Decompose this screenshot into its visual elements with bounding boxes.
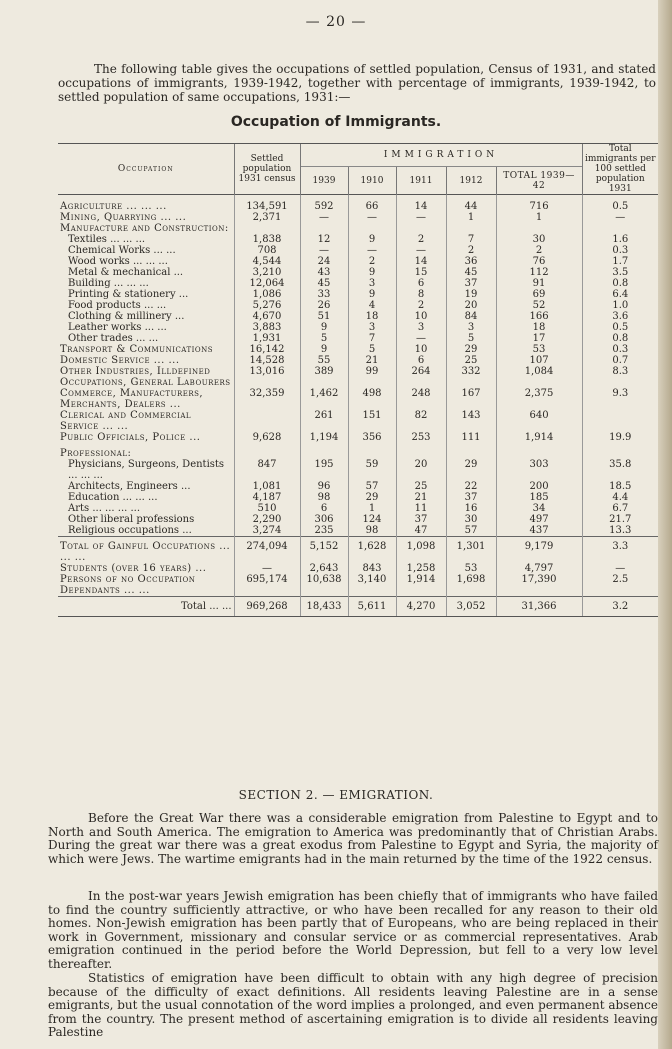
row-occupation-label: Other Industries, Illdefined Occupations, General Labourers [60, 366, 231, 388]
cell-y1940: 21 [348, 355, 396, 366]
cell-y1942 [446, 223, 496, 234]
cell-y1939 [300, 223, 348, 234]
cell-total: 53 [496, 344, 582, 355]
cell-total: 437 [496, 525, 582, 537]
table-row [58, 267, 658, 278]
table-row [58, 459, 658, 481]
cell-y1942 [446, 443, 496, 459]
cell-pct: 2.5 [582, 574, 658, 597]
table-row [58, 245, 658, 256]
cell-y1941: 20 [396, 459, 446, 481]
cell-y1941: 14 [396, 256, 446, 267]
cell-total: 9,179 [496, 537, 582, 564]
cell-total: 716 [496, 195, 582, 213]
cell-y1941: 8 [396, 289, 446, 300]
cell-y1939: 1,462 [300, 388, 348, 410]
cell-total: 166 [496, 311, 582, 322]
table-row [58, 311, 658, 322]
cell-settled: 1,838 [234, 234, 300, 245]
table-row [58, 563, 658, 574]
cell-y1942: 2 [446, 245, 496, 256]
cell-y1940: 7 [348, 333, 396, 344]
row-occupation-label: Mining, Quarrying ... ... [60, 212, 187, 223]
table-row [58, 234, 658, 245]
cell-y1941 [396, 223, 446, 234]
cell-y1940: 5,611 [348, 597, 396, 617]
header-year-1940: 1910 [348, 167, 396, 195]
row-occupation-label: Architects, Engineers ... [68, 481, 191, 492]
table-row [58, 481, 658, 492]
cell-settled: — [234, 563, 300, 574]
cell-y1942: 53 [446, 563, 496, 574]
cell-y1939: 235 [300, 525, 348, 537]
table-row [58, 492, 658, 503]
table-row [58, 503, 658, 514]
cell-settled [234, 223, 300, 234]
cell-y1939: 6 [300, 503, 348, 514]
cell-y1941: — [396, 245, 446, 256]
cell-total: 34 [496, 503, 582, 514]
row-occupation-label: Metal & mechanical ... [68, 267, 184, 278]
cell-y1940: 5 [348, 344, 396, 355]
cell-pct: 3.2 [582, 597, 658, 617]
cell-y1941: — [396, 333, 446, 344]
cell-y1939: 45 [300, 278, 348, 289]
cell-y1940 [348, 443, 396, 459]
row-occupation-label: Persons of no Occupation Dependants ... ... [60, 574, 196, 596]
table-row [58, 525, 658, 537]
cell-y1939: — [300, 245, 348, 256]
cell-y1941: 248 [396, 388, 446, 410]
cell-total: 4,797 [496, 563, 582, 574]
cell-y1941: 3 [396, 322, 446, 333]
cell-y1940: 498 [348, 388, 396, 410]
occupation-table [58, 143, 658, 617]
cell-pct: 21.7 [582, 514, 658, 525]
cell-y1940: 4 [348, 300, 396, 311]
cell-y1939: 10,638 [300, 574, 348, 597]
table-row [58, 212, 658, 223]
cell-y1940: 9 [348, 267, 396, 278]
cell-y1940: — [348, 245, 396, 256]
table-row [58, 410, 658, 432]
section-heading: SECTION 2. — EMIGRATION. [238, 788, 434, 802]
cell-total: 497 [496, 514, 582, 525]
cell-total: 52 [496, 300, 582, 311]
cell-pct: 3.6 [582, 311, 658, 322]
cell-y1942: 19 [446, 289, 496, 300]
cell-y1939: 5 [300, 333, 348, 344]
row-occupation-label: Agriculture ... ... ... [58, 195, 234, 213]
cell-settled [234, 443, 300, 459]
row-occupation-label: Commerce, Manufacturers, Merchants, Dealers ... [60, 388, 204, 410]
table-row [58, 322, 658, 333]
table-row [58, 432, 658, 443]
table-body [58, 195, 658, 617]
cell-total: 69 [496, 289, 582, 300]
cell-y1941: 25 [396, 481, 446, 492]
cell-total: 2,375 [496, 388, 582, 410]
cell-y1941: — [396, 212, 446, 223]
cell-y1942: 3,052 [446, 597, 496, 617]
row-occupation-label: Building ... ... ... [68, 278, 149, 289]
cell-y1941: 6 [396, 355, 446, 366]
cell-y1941 [396, 443, 446, 459]
table-row [58, 366, 658, 388]
cell-y1942: 111 [446, 432, 496, 443]
cell-settled: 1,081 [234, 481, 300, 492]
table-row [58, 574, 658, 597]
table-row [58, 537, 658, 564]
page-number: — 20 — [305, 14, 367, 30]
cell-total: 107 [496, 355, 582, 366]
table-row [58, 388, 658, 410]
cell-y1941: 6 [396, 278, 446, 289]
cell-total: 91 [496, 278, 582, 289]
cell-settled: 1,931 [234, 333, 300, 344]
cell-pct: 8.3 [582, 366, 658, 388]
cell-y1940: 29 [348, 492, 396, 503]
cell-y1941: 15 [396, 267, 446, 278]
cell-settled: 3,210 [234, 267, 300, 278]
cell-pct: 18.5 [582, 481, 658, 492]
row-occupation-label: Clerical and Commercial Service ... ... [60, 410, 192, 432]
cell-y1940: 9 [348, 234, 396, 245]
cell-y1940: 3 [348, 278, 396, 289]
cell-y1941: 1,914 [396, 574, 446, 597]
cell-y1941: 21 [396, 492, 446, 503]
cell-y1940: 124 [348, 514, 396, 525]
cell-settled: 847 [234, 459, 300, 481]
cell-total: 303 [496, 459, 582, 481]
cell-y1941: 37 [396, 514, 446, 525]
cell-pct: 1.0 [582, 300, 658, 311]
cell-y1940: 59 [348, 459, 396, 481]
cell-y1939: 306 [300, 514, 348, 525]
cell-settled: 13,016 [234, 366, 300, 388]
header-year-1941: 1911 [396, 167, 446, 195]
cell-settled: 510 [234, 503, 300, 514]
cell-y1939: 12 [300, 234, 348, 245]
cell-y1939: 5,152 [300, 537, 348, 564]
paragraph-1: Before the Great War there was a considerable emigration from Palestine to Egypt and to North and South America. The emigration to America was predominantly that of Christian Arabs. During the great war there was a great exodus from Palestine to Egypt and Syria, the majority of which were Jews. The wartime emigrants had in the main returned by the time of the 1922 census. [48, 811, 658, 866]
cell-total: 18 [496, 322, 582, 333]
cell-pct: 0.8 [582, 333, 658, 344]
cell-y1940 [348, 223, 396, 234]
cell-settled: 3,883 [234, 322, 300, 333]
cell-y1940: — [348, 212, 396, 223]
row-occupation-label: Transport & Communications [60, 344, 214, 355]
cell-y1941: 11 [396, 503, 446, 514]
cell-y1940: 843 [348, 563, 396, 574]
cell-settled: 3,274 [234, 525, 300, 537]
row-occupation-label: Clothing & millinery ... [68, 311, 185, 322]
cell-settled [234, 410, 300, 432]
cell-y1942: 37 [446, 278, 496, 289]
row-occupation-label: Total of Gainful Occupations ... ... ... [58, 537, 234, 564]
cell-pct: 1.7 [582, 256, 658, 267]
cell-total [496, 443, 582, 459]
page-binding-edge [658, 0, 672, 1049]
row-occupation-label: Public Officials, Police ... [60, 432, 201, 443]
header-year-1942: 1912 [446, 167, 496, 195]
cell-y1940: 66 [348, 195, 396, 213]
cell-y1939: 43 [300, 267, 348, 278]
cell-total: 1,084 [496, 366, 582, 388]
header-immigration: IMMIGRATION [300, 144, 582, 167]
table-row [58, 278, 658, 289]
cell-y1942: 1,301 [446, 537, 496, 564]
table-row [58, 289, 658, 300]
cell-pct: 1.6 [582, 234, 658, 245]
cell-settled: 4,544 [234, 256, 300, 267]
cell-pct: 6.7 [582, 503, 658, 514]
cell-y1939: 98 [300, 492, 348, 503]
cell-pct: 0.3 [582, 245, 658, 256]
cell-y1941: 82 [396, 410, 446, 432]
cell-y1940: 57 [348, 481, 396, 492]
cell-y1939: 24 [300, 256, 348, 267]
table-row [58, 195, 658, 213]
cell-y1940: 99 [348, 366, 396, 388]
table-row [58, 333, 658, 344]
cell-total: 640 [496, 410, 582, 432]
cell-y1942: 332 [446, 366, 496, 388]
cell-pct: 19.9 [582, 432, 658, 443]
cell-y1942: 45 [446, 267, 496, 278]
cell-total: 200 [496, 481, 582, 492]
cell-settled: 9,628 [234, 432, 300, 443]
header-year-1939: 1939 [300, 167, 348, 195]
cell-settled: 12,064 [234, 278, 300, 289]
cell-y1941: 253 [396, 432, 446, 443]
cell-total: 2 [496, 245, 582, 256]
cell-y1941: 2 [396, 234, 446, 245]
cell-y1939 [300, 443, 348, 459]
cell-y1942: 57 [446, 525, 496, 537]
cell-pct: 13.3 [582, 525, 658, 537]
cell-y1939: 2,643 [300, 563, 348, 574]
cell-y1942: 143 [446, 410, 496, 432]
cell-total: 17,390 [496, 574, 582, 597]
cell-settled: 32,359 [234, 388, 300, 410]
cell-y1939: 18,433 [300, 597, 348, 617]
cell-y1941: 14 [396, 195, 446, 213]
cell-pct: — [582, 212, 658, 223]
cell-y1939: 26 [300, 300, 348, 311]
cell-y1942: 3 [446, 322, 496, 333]
cell-y1941: 2 [396, 300, 446, 311]
row-occupation-label: Religious occupations ... [68, 525, 192, 536]
intro-paragraph: The following table gives the occupations of settled population, Census of 1931, and stated occupations of immigrants, 1939-1942, together with percentage of immigrants, 1939-1942, to settled population of same occupations, 1931:— [58, 62, 656, 104]
cell-y1942: 30 [446, 514, 496, 525]
cell-y1942: 84 [446, 311, 496, 322]
cell-y1942: 37 [446, 492, 496, 503]
cell-y1939: 261 [300, 410, 348, 432]
cell-settled: 2,371 [234, 212, 300, 223]
cell-settled: 5,276 [234, 300, 300, 311]
cell-y1942: 1,698 [446, 574, 496, 597]
cell-total: 112 [496, 267, 582, 278]
cell-pct: 0.7 [582, 355, 658, 366]
row-occupation-label: Arts ... ... ... ... [68, 503, 141, 514]
cell-y1940: 18 [348, 311, 396, 322]
cell-y1941: 1,258 [396, 563, 446, 574]
cell-y1939: 592 [300, 195, 348, 213]
cell-y1939: 9 [300, 344, 348, 355]
row-occupation-label: Textiles ... ... ... [68, 234, 146, 245]
cell-y1942: 16 [446, 503, 496, 514]
cell-pct [582, 410, 658, 432]
cell-y1942: 5 [446, 333, 496, 344]
table-row [58, 443, 658, 459]
cell-settled: 14,528 [234, 355, 300, 366]
paragraph-3: Statistics of emigration have been difficult to obtain with any high degree of precision because of the difficulty of exact definitions. All residents leaving Palestine are in a sense emigrants, but the usual connotation of the word implies a prolonged, and even permanent absence from the country. The present method of ascertaining emigration is to divide all residents leaving Palestine [48, 971, 658, 1039]
cell-y1939: 1,194 [300, 432, 348, 443]
cell-y1942: 29 [446, 344, 496, 355]
cell-settled: 1,086 [234, 289, 300, 300]
cell-settled: 695,174 [234, 574, 300, 597]
cell-settled: 2,290 [234, 514, 300, 525]
cell-y1940: 3,140 [348, 574, 396, 597]
cell-y1940: 1 [348, 503, 396, 514]
cell-y1942: 36 [446, 256, 496, 267]
header-settled-population: Settled population 1931 census [234, 144, 300, 195]
row-occupation-label: Wood works ... ... ... [68, 256, 168, 267]
cell-y1941: 1,098 [396, 537, 446, 564]
cell-y1941: 47 [396, 525, 446, 537]
table-row [58, 223, 658, 234]
cell-total: 76 [496, 256, 582, 267]
table-row [58, 514, 658, 525]
cell-total: 17 [496, 333, 582, 344]
cell-y1942: 167 [446, 388, 496, 410]
cell-pct [582, 223, 658, 234]
row-occupation-label: Physicians, Surgeons, Dentists ... ... ... [68, 459, 225, 481]
cell-y1942: 29 [446, 459, 496, 481]
cell-total: 1,914 [496, 432, 582, 443]
cell-pct: 6.4 [582, 289, 658, 300]
cell-y1939: 33 [300, 289, 348, 300]
cell-pct: 9.3 [582, 388, 658, 410]
cell-pct: 0.8 [582, 278, 658, 289]
table-row [58, 256, 658, 267]
cell-y1942: 25 [446, 355, 496, 366]
cell-y1939: — [300, 212, 348, 223]
row-occupation-label: Professional: [60, 448, 132, 459]
cell-total: 30 [496, 234, 582, 245]
cell-settled: 4,187 [234, 492, 300, 503]
cell-y1942: 44 [446, 195, 496, 213]
cell-pct: 3.3 [582, 537, 658, 564]
cell-y1942: 1 [446, 212, 496, 223]
row-occupation-label: Manufacture and Construction: [60, 223, 229, 234]
header-occupation: Occupation [58, 144, 234, 195]
cell-y1941: 264 [396, 366, 446, 388]
cell-settled: 708 [234, 245, 300, 256]
cell-settled: 4,670 [234, 311, 300, 322]
row-occupation-label: Domestic Service ... ... [60, 355, 180, 366]
cell-y1942: 7 [446, 234, 496, 245]
row-occupation-label: Other liberal professions [68, 514, 195, 525]
cell-y1939: 195 [300, 459, 348, 481]
table-title: Occupation of Immigrants. [230, 114, 442, 130]
cell-y1940: 98 [348, 525, 396, 537]
cell-y1941: 10 [396, 311, 446, 322]
cell-y1939: 96 [300, 481, 348, 492]
row-occupation-label: Total ... ... [58, 597, 234, 617]
cell-settled: 134,591 [234, 195, 300, 213]
cell-y1942: 22 [446, 481, 496, 492]
cell-pct: 35.8 [582, 459, 658, 481]
row-occupation-label: Education ... ... ... [68, 492, 158, 503]
cell-y1940: 9 [348, 289, 396, 300]
cell-y1940: 356 [348, 432, 396, 443]
row-occupation-label: Chemical Works ... ... [68, 245, 176, 256]
cell-total [496, 223, 582, 234]
table-row [58, 344, 658, 355]
cell-settled: 969,268 [234, 597, 300, 617]
header-total-1939-42: TOTAL 1939—42 [496, 167, 582, 195]
cell-y1941: 4,270 [396, 597, 446, 617]
cell-total: 185 [496, 492, 582, 503]
cell-pct: 0.5 [582, 195, 658, 213]
cell-y1941: 10 [396, 344, 446, 355]
row-occupation-label: Other trades ... ... [68, 333, 159, 344]
row-occupation-label: Printing & stationery ... [68, 289, 189, 300]
cell-y1939: 9 [300, 322, 348, 333]
row-occupation-label: Food products ... ... [68, 300, 167, 311]
table-row [58, 355, 658, 366]
cell-y1939: 55 [300, 355, 348, 366]
paragraph-2: In the post-war years Jewish emigration has been chiefly that of immigrants who have failed to find the country sufficiently attractive, or who have been recalled for any reason to their old homes. Non-Jewish emigration has been partly that of Europeans, who are being replaced in their work in Government, missionary and consular service or as commercial representatives. Arab emigration continued in the period before the World Depression, but fell to a very low level thereafter. [48, 889, 658, 971]
cell-settled: 16,142 [234, 344, 300, 355]
cell-pct: 0.3 [582, 344, 658, 355]
row-occupation-label: Leather works ... ... [68, 322, 167, 333]
cell-y1939: 51 [300, 311, 348, 322]
cell-y1940: 151 [348, 410, 396, 432]
table-row [58, 300, 658, 311]
cell-settled: 274,094 [234, 537, 300, 564]
cell-y1940: 3 [348, 322, 396, 333]
cell-total: 31,366 [496, 597, 582, 617]
cell-pct: — [582, 563, 658, 574]
cell-y1942: 20 [446, 300, 496, 311]
cell-pct [582, 443, 658, 459]
cell-pct: 4.4 [582, 492, 658, 503]
cell-pct: 0.5 [582, 322, 658, 333]
cell-y1939: 389 [300, 366, 348, 388]
cell-y1940: 1,628 [348, 537, 396, 564]
header-percentage: Total immigrants per 100 settled population 1931 [582, 144, 658, 195]
cell-y1940: 2 [348, 256, 396, 267]
row-occupation-label: Students (over 16 years) ... [60, 563, 207, 574]
cell-total: 1 [496, 212, 582, 223]
table-row [58, 597, 658, 617]
cell-pct: 3.5 [582, 267, 658, 278]
